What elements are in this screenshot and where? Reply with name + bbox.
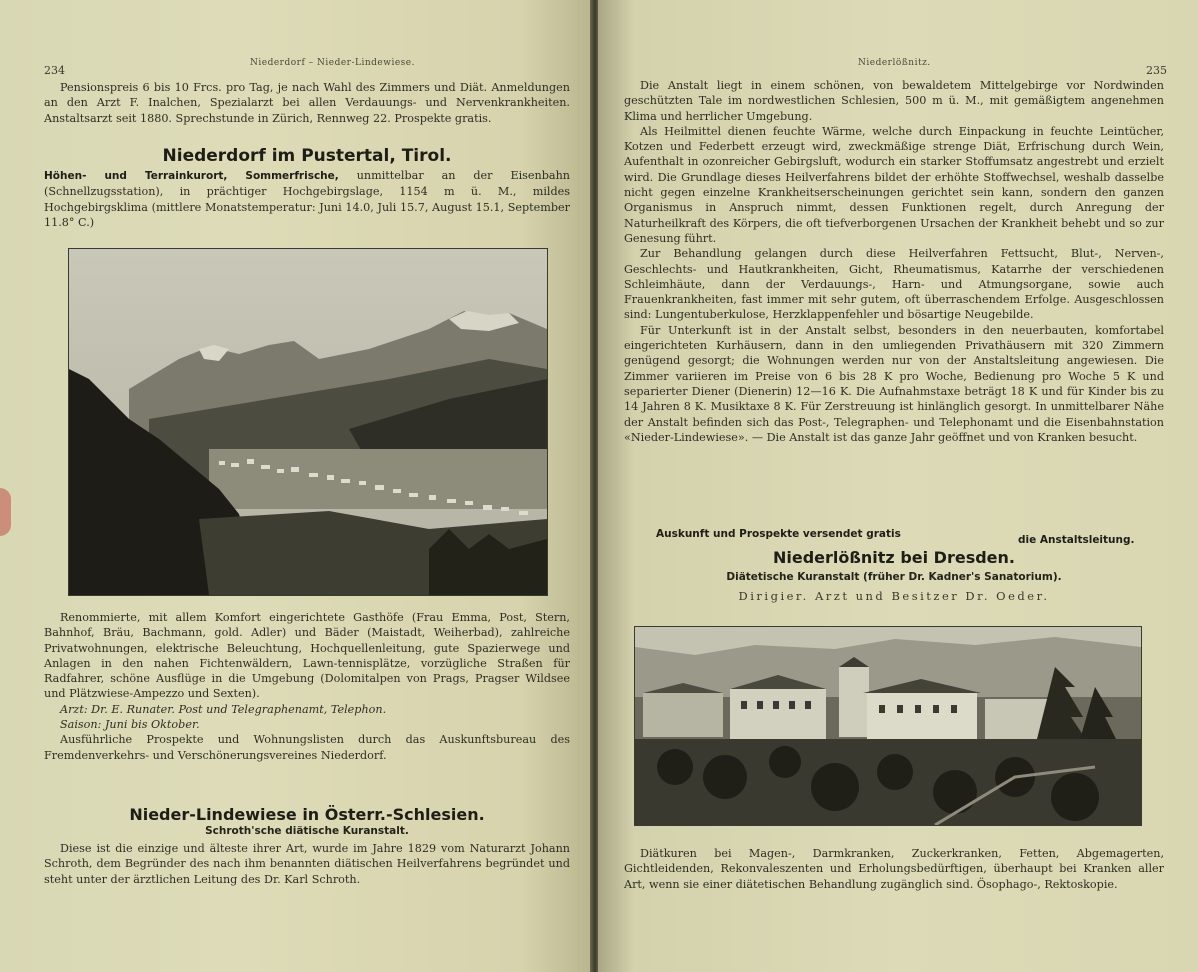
section-title-niederdorf: Niederdorf im Pustertal, Tirol.	[162, 146, 452, 166]
niederdorf-intro	[44, 168, 570, 230]
page-number: 234	[44, 64, 65, 77]
niederdorf-saison: Saison: Juni bis Oktober.	[60, 718, 200, 732]
page-number: 235	[1146, 64, 1167, 77]
left-page	[0, 0, 592, 972]
lindewiese-continuation	[624, 78, 1164, 445]
nieder-lindewiese-text-block	[44, 841, 570, 887]
auskunft-right: die Anstaltsleitung.	[1018, 534, 1135, 546]
niederloessnitz-closing: Diätkuren bei Magen-, Darmkranken, Zuckerkranken, Fetten, Abgemagerten, Gichtleidenden, Rekonvaleszenten und Erholungsbedürftigen, überhaupt bei Kranken aller Art, wenn sie einer diätetischen Behandlung zugänglich sind. Ösophago-, Rektoskopie.	[624, 847, 1164, 891]
niederloessnitz-text-block	[624, 846, 1164, 892]
para-behandlung: Zur Behandlung gelangen durch diese Heilverfahren Fettsucht, Blut-, Nerven-, Geschlechts- und Hautkrankheiten, Gicht, Rheumatismus, Katarrhe der verschiedenen Schleimhäute, dann der Verdauungs-, Harn- und Atmungsorgane, sowie auch Frauenkrankheiten, fast immer mit sehr gutem, oft überraschendem Erfolge. Ausgeschlossen sind: Lungentuberkulose, Herzklappenfehler und bösartige Neugebilde.	[624, 247, 1164, 322]
intro-text: Pensionspreis 6 bis 10 Frcs. pro Tag, je nach Wahl des Zimmers und Diät. Anmeldungen an den Arzt F. Inalchen, Spezialarzt bei allen Verdauungs- und Nervenkrankheiten. Anstaltsarzt seit 1880. Sprechstunde in Zürich, Rennweg 22. Prospekte gratis.	[44, 81, 570, 125]
nieder-lindewiese-text: Diese ist die einzige und älteste ihrer Art, wurde im Jahre 1829 vom Naturarzt Johann Schroth, dem Begründer des nach ihm benannten diätischen Heilverfahrens begründet und steht unter der ärztlichen Leitung des Dr. Karl Schroth.	[44, 842, 570, 886]
para-location: Die Anstalt liegt in einem schönen, von bewaldetem Mittelgebirge vor Nordwinden geschützten Tale im nordwestlichen Schlesien, 500 m ü. M., mit gemäßigtem angenehmen Klima und herrlicher Umgebung.	[624, 79, 1164, 123]
para-heilmittel: Als Heilmittel dienen feuchte Wärme, welche durch Einpackung in feuchte Leintücher, Kotzen und Federbett erzeugt wird, zweckmäßige strenge Diät, Erfrischung durch Wein, Aufenthalt in ozonreicher Gebirgsluft, wodurch ein starker Stoffumsatz angestrebt und erzielt wird. Die Grundlage dieses Heilverfahrens bildet der erhöhte Stoffwechsel, weshalb dasselbe nicht gegen einzelne Krankheitserscheinungen gerichtet sein kann, sondern den ganzen Organismus in Anspruch nimmt, dessen Funktionen regelt, durch Anregung der Naturheilkraft des Körpers, die oft tiefverborgenen Ursachen der Krankheit behebt und so zur Genesung führt.	[624, 124, 1164, 245]
niederloessnitz-director: Dirigier. Arzt und Besitzer Dr. Oeder.	[738, 589, 1050, 603]
niederdorf-closing: Ausführliche Prospekte und Wohnungslisten durch das Auskunftsbureau des Fremdenverkehrs- und Verschönerungsvereines Niederdorf.	[44, 733, 570, 762]
section-title-nieder-lindewiese: Nieder-Lindewiese in Österr.-Schlesien.	[129, 805, 485, 824]
niederloessnitz-photo	[634, 626, 1142, 826]
niederdorf-subtitle: Höhen- und Terrainkurort, Sommerfrische,	[44, 170, 339, 182]
intro-text-block	[44, 80, 570, 126]
section-title-niederloessnitz: Niederlößnitz bei Dresden.	[773, 548, 1015, 567]
niederdorf-description-block	[44, 610, 570, 763]
nieder-lindewiese-subtitle: Schroth'sche diätische Kuranstalt.	[205, 825, 409, 837]
auskunft-left: Auskunft und Prospekte versendet gratis	[656, 528, 901, 540]
running-head: Niederlößnitz.	[858, 58, 931, 68]
running-head: Niederdorf – Nieder-Lindewiese.	[250, 58, 415, 68]
niederdorf-photo	[68, 248, 548, 596]
niederdorf-text: unmittelbar an der Eisenbahn (Schnellzugsstation), in prächtiger Hochgebirgslage, 1154 m ü. M., mildes Hochgebirgsklima (mittlere Monatstemperatur: Juni 14.0, Juli 15.7, August 15.1, September 11.8° C.)	[44, 169, 570, 229]
thumb	[0, 488, 11, 536]
right-page	[598, 0, 1198, 972]
niederloessnitz-subtitle: Diätetische Kuranstalt (früher Dr. Kadner's Sanatorium).	[726, 571, 1062, 583]
niederdorf-arzt: Arzt: Dr. E. Runater. Post und Telegraphenamt, Telephon.	[60, 702, 387, 716]
para-unterkunft: Für Unterkunft ist in der Anstalt selbst, besonders in den neuerbauten, komfortabel eingerichteten Kurhäusern, dann in den umliegenden Privathäusern mit 320 Zimmern genügend gesorgt; die Wohnungen werden nur von der Anstaltsleitung angewiesen. Die Zimmer variieren im Preise von 6 bis 28 K pro Woche, Bedienung pro Woche 5 K und separierter Diener (Dienerin) 12—16 K. Die Aufnahmstaxe beträgt 18 K und für Kinder bis zu 14 Jahren 8 K. Musiktaxe 8 K. Für Zerstreuung ist hinlänglich gesorgt. In unmittelbarer Nähe der Anstalt befinden sich das Post-, Telegraphen- und Telephonamt und die Eisenbahnstation «Nieder-Lindewiese». — Die Anstalt ist das ganze Jahr geöffnet und von Kranken besucht.	[624, 323, 1164, 444]
niederdorf-description: Renommierte, mit allem Komfort eingerichtete Gasthöfe (Frau Emma, Post, Stern, Bahnhof, Bräu, Bachmann, gold. Adler) und Bäder (Maistadt, Weiherbad), zahlreiche Privatwohnungen, elektrische Beleuchtung, Hochquellenleitung, gute Spazierwege und Anlagen in den nahen Fichtenwäldern, Lawn-tennisplätze, vorzügliche Straßen für Radfahrer, schöne Ausflüge in die Umgebung (Dolomitalpen von Prags, Pragser Wildsee und Plätzwiese-Ampezzo und Sexten).	[44, 611, 570, 701]
